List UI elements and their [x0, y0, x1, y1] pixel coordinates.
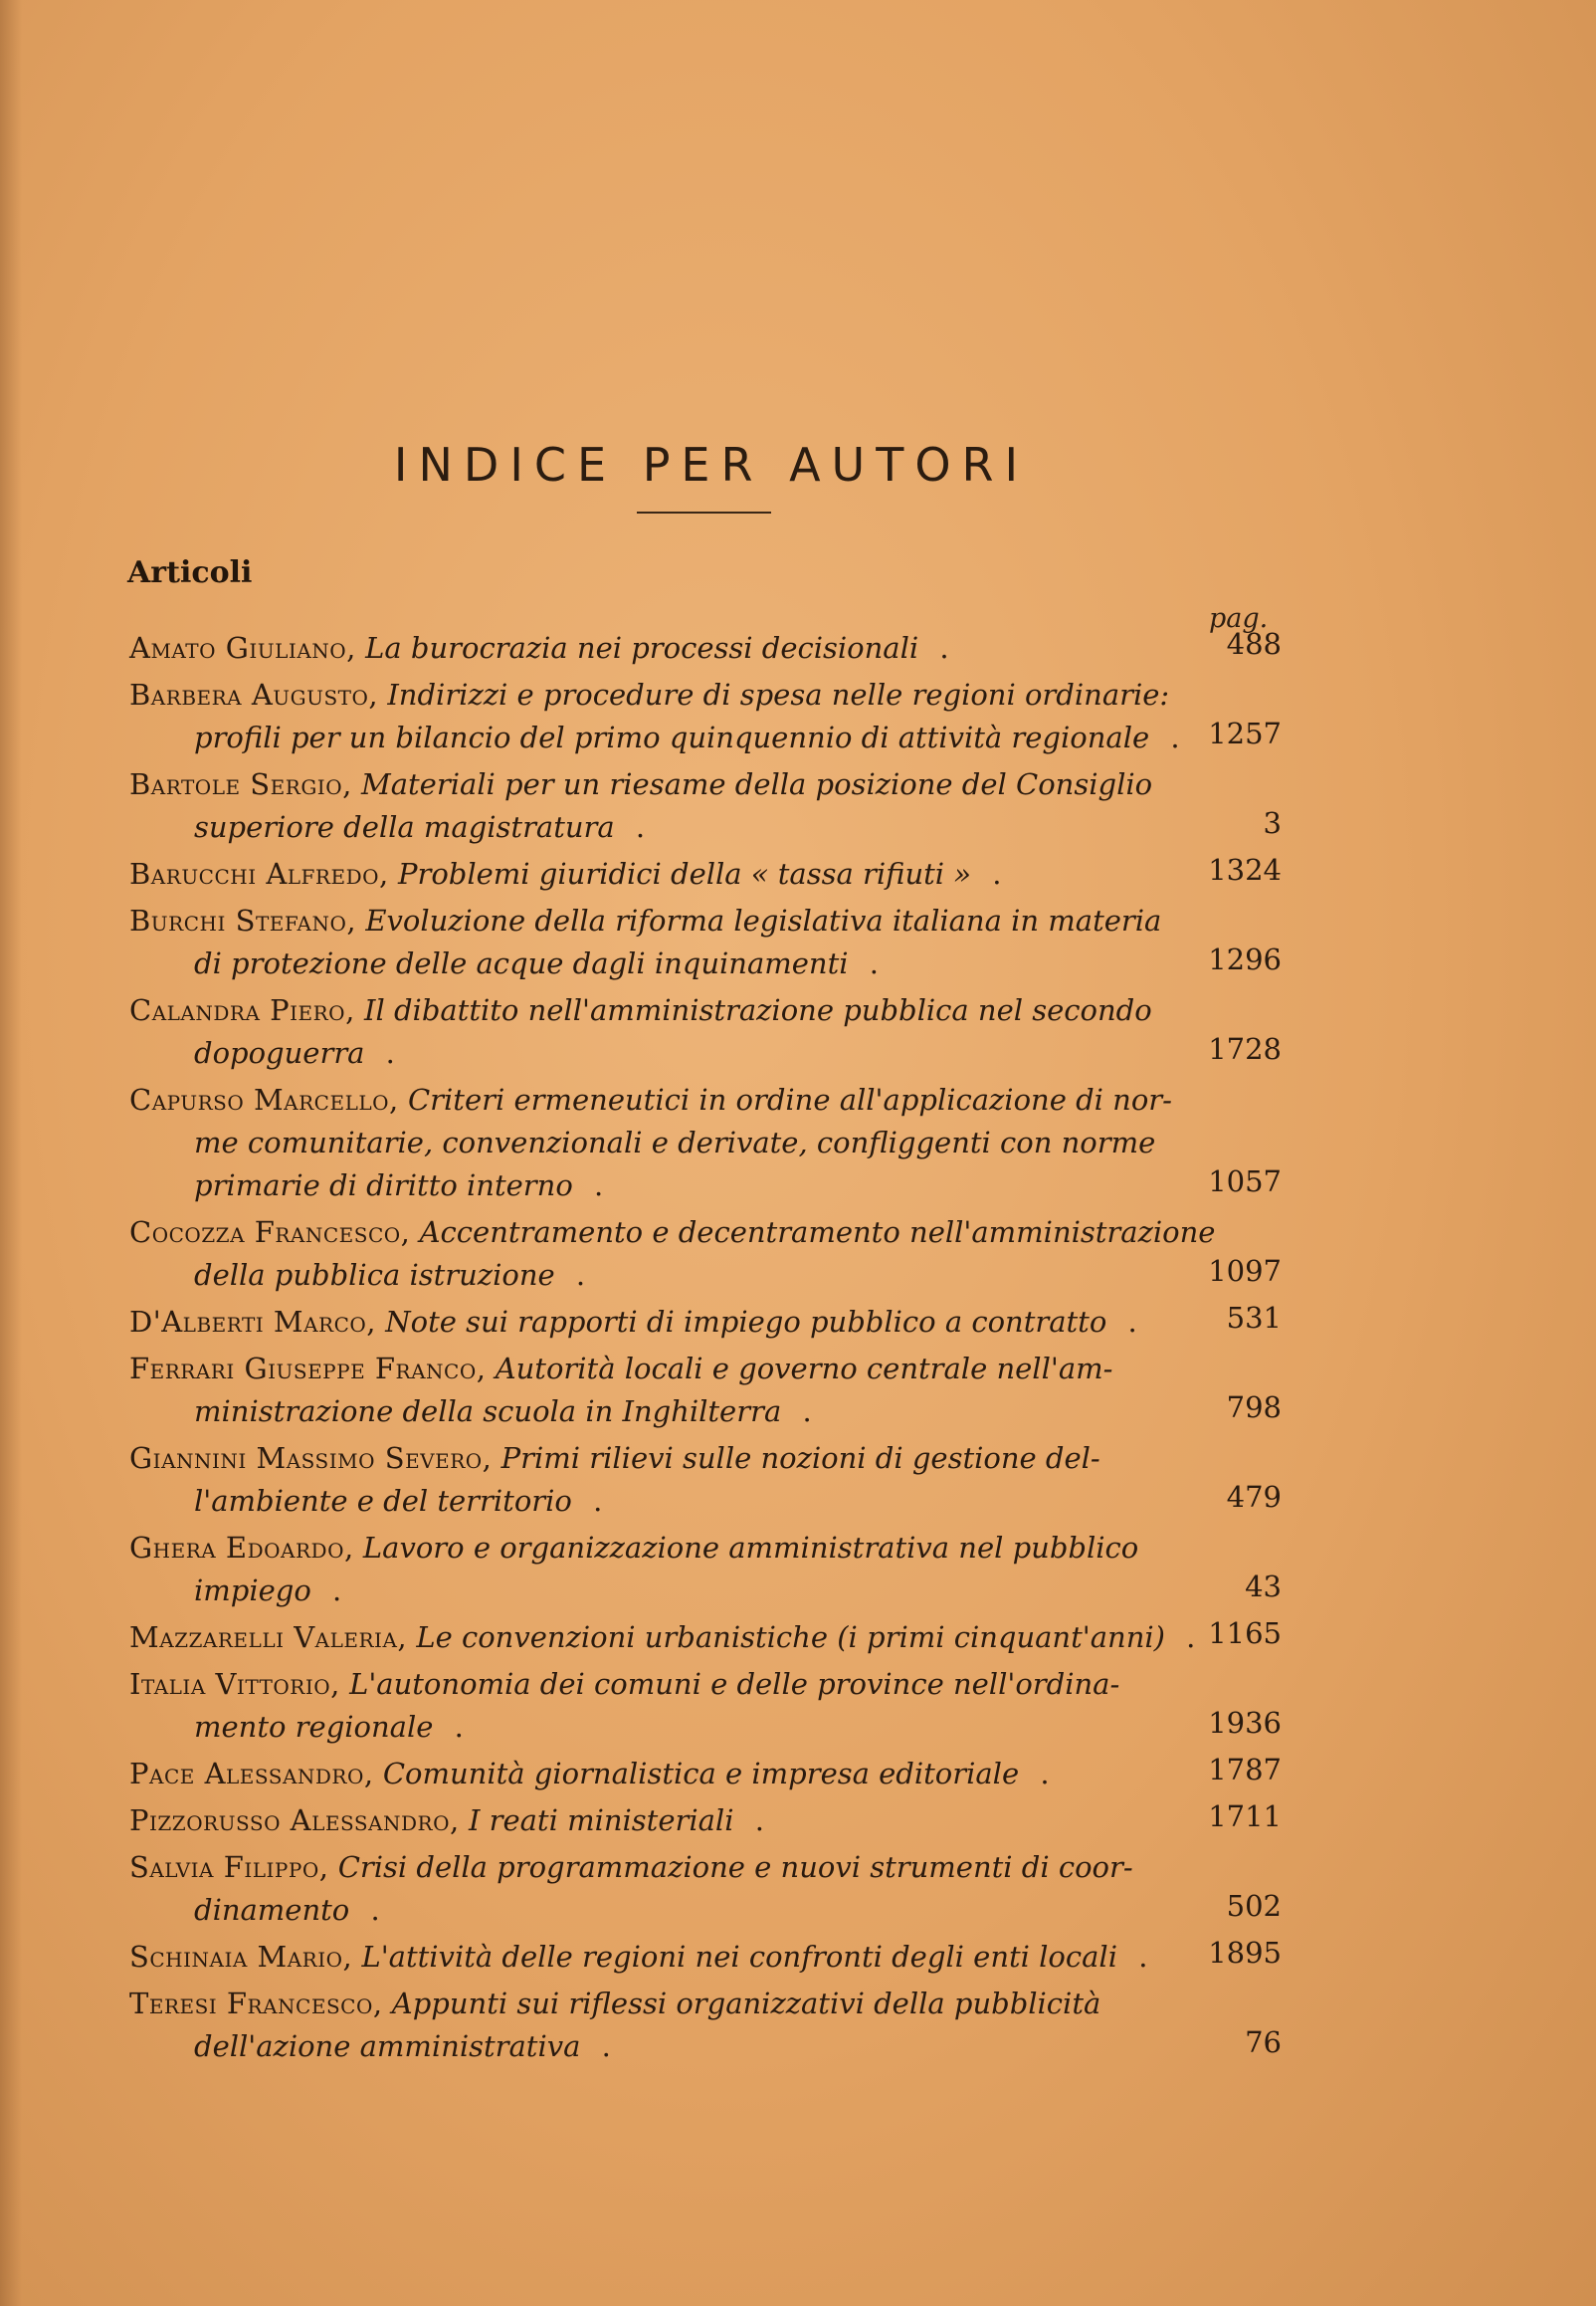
entry-line — [129, 1164, 1294, 1207]
entry-line — [129, 1663, 1294, 1706]
entry-author: Mazzarelli Valeria, — [129, 1620, 408, 1654]
entry-page-number: 1324 — [1208, 853, 1282, 887]
entry-page-number: 479 — [1226, 1480, 1282, 1514]
entry-title: La burocrazia nei processi decisionali — [365, 631, 919, 665]
entry-page-number: 1097 — [1208, 1254, 1282, 1288]
entry-line — [129, 2025, 1294, 2068]
index-entry — [129, 763, 1294, 849]
index-entry — [129, 1211, 1294, 1297]
index-entry — [129, 1079, 1294, 1207]
entry-page-number: 1787 — [1208, 1753, 1282, 1786]
index-entry — [129, 1799, 1294, 1842]
entry-line — [129, 1390, 1294, 1433]
entry-line — [129, 1122, 1294, 1164]
entry-title: Comunità giornalistica e impresa editoriale — [382, 1757, 1020, 1790]
entry-line — [129, 853, 1294, 896]
entry-title: della pubblica istruzione — [194, 1258, 555, 1292]
entry-line — [129, 763, 1294, 806]
entry-title: Primi rilievi sulle nozioni di gestione del- — [500, 1441, 1100, 1475]
entry-author: Burchi Stefano, — [129, 904, 357, 938]
leader-dots: . — [848, 946, 891, 980]
entry-page-number: 3 — [1263, 806, 1282, 840]
title-underline — [637, 512, 771, 514]
entry-title: ministrazione della scuola in Inghilterra — [194, 1394, 782, 1428]
index-entry — [129, 1527, 1294, 1612]
index-entry — [129, 1846, 1294, 1932]
entry-title: l'ambiente e del territorio — [194, 1484, 572, 1518]
entry-title: Autorità locali e governo centrale nell'am- — [495, 1352, 1113, 1385]
entry-title: Materiali per un riesame della posizione del Consiglio — [361, 767, 1153, 801]
entry-line — [129, 806, 1294, 849]
entry-line — [129, 1616, 1294, 1659]
entry-line — [129, 943, 1294, 985]
entry-title: L'autonomia dei comuni e delle province nell'ordina- — [349, 1667, 1120, 1701]
entry-author: Cocozza Francesco, — [129, 1215, 411, 1249]
entry-page-number: 1257 — [1208, 717, 1282, 750]
entry-page-number: 1936 — [1208, 1706, 1282, 1740]
leader-dots: . — [1019, 1757, 1062, 1790]
entry-line — [129, 900, 1294, 943]
entry-line — [129, 1032, 1294, 1075]
entry-author: Barucchi Alfredo, — [129, 857, 389, 891]
entry-author: Teresi Francesco, — [129, 1987, 383, 2020]
entry-page-number: 488 — [1226, 627, 1282, 661]
entry-page-number: 1895 — [1208, 1936, 1282, 1970]
entry-author: Pace Alessandro, — [129, 1757, 374, 1790]
entry-title: di protezione delle acque dagli inquinamenti — [194, 946, 849, 980]
author-index-list — [129, 627, 1294, 2072]
section-heading: Articoli — [127, 555, 253, 590]
entry-line — [129, 1846, 1294, 1889]
entry-page-number: 502 — [1226, 1889, 1282, 1923]
entry-title: dopoguerra — [194, 1036, 365, 1070]
leader-dots: . — [572, 1168, 616, 1202]
entry-line — [129, 1527, 1294, 1570]
entry-author: Capurso Marcello, — [129, 1083, 399, 1117]
entry-author: Ghera Edoardo, — [129, 1531, 354, 1565]
entry-author: Italia Vittorio, — [129, 1667, 340, 1701]
entry-author: Schinaia Mario, — [129, 1940, 353, 1974]
entry-line — [129, 1348, 1294, 1390]
entry-line — [129, 1983, 1294, 2025]
entry-title: Appunti sui riflessi organizzativi della pubblicità — [391, 1987, 1101, 2020]
leader-dots: . — [364, 1036, 407, 1070]
entry-author: Bartole Sergio, — [129, 767, 352, 801]
leader-dots: . — [571, 1484, 615, 1518]
entry-title: L'attività delle regioni nei confronti degli enti locali — [361, 1940, 1117, 1974]
leader-dots: . — [433, 1710, 476, 1744]
index-entry — [129, 1437, 1294, 1523]
index-entry — [129, 1348, 1294, 1433]
leader-dots: . — [614, 810, 658, 844]
entry-title: Il dibattito nell'amministrazione pubblica nel secondo — [364, 993, 1152, 1027]
leader-dots: . — [310, 1573, 354, 1607]
leader-dots: . — [781, 1394, 824, 1428]
entry-line — [129, 1706, 1294, 1749]
entry-page-number: 43 — [1245, 1570, 1282, 1603]
entry-title: Le convenzioni urbanistiche (i primi cinquant'anni) — [416, 1620, 1165, 1654]
entry-page-number: 531 — [1226, 1301, 1282, 1335]
entry-title: superiore della magistratura — [194, 810, 615, 844]
entry-title: me comunitarie, convenzionali e derivate, confliggenti con norme — [194, 1126, 1156, 1159]
entry-title: dell'azione amministrativa — [194, 2029, 581, 2063]
entry-title: Evoluzione della riforma legislativa italiana in materia — [365, 904, 1162, 938]
entry-line — [129, 1437, 1294, 1480]
entry-title: Indirizzi e procedure di spesa nelle regioni ordinarie: — [387, 678, 1170, 712]
entry-page-number: 1296 — [1208, 943, 1282, 976]
leader-dots: . — [349, 1893, 392, 1927]
entry-line — [129, 1211, 1294, 1254]
leader-dots: . — [1164, 1620, 1208, 1654]
leader-dots: . — [580, 2029, 623, 2063]
entry-page-number: 1057 — [1208, 1164, 1282, 1198]
entry-author: Barbera Augusto, — [129, 678, 379, 712]
entry-page-number: 1165 — [1208, 1616, 1282, 1650]
entry-page-number: 1711 — [1208, 1799, 1282, 1833]
leader-dots: . — [918, 631, 961, 665]
index-entry — [129, 1983, 1294, 2068]
entry-line — [129, 1079, 1294, 1122]
leader-dots: . — [1116, 1940, 1160, 1974]
entry-author: Ferrari Giuseppe Franco, — [129, 1352, 487, 1385]
leader-dots: . — [1106, 1305, 1149, 1339]
index-entry — [129, 1753, 1294, 1795]
entry-author: Amato Giuliano, — [129, 631, 356, 665]
entry-title: mento regionale — [194, 1710, 434, 1744]
leader-dots: . — [971, 857, 1014, 891]
entry-line — [129, 989, 1294, 1032]
entry-line — [129, 1254, 1294, 1297]
entry-line — [129, 1936, 1294, 1979]
entry-author: Calandra Piero, — [129, 993, 355, 1027]
entry-title: Criteri ermeneutici in ordine all'applicazione di nor- — [407, 1083, 1172, 1117]
page-gutter-shadow — [0, 0, 22, 2306]
entry-title: I reati ministeriali — [468, 1803, 734, 1837]
entry-line — [129, 627, 1294, 670]
page-title: INDICE PER AUTORI — [393, 438, 1030, 492]
entry-title: Note sui rapporti di impiego pubblico a contratto — [385, 1305, 1107, 1339]
entry-page-number: 798 — [1226, 1390, 1282, 1424]
entry-line — [129, 674, 1294, 717]
index-entry — [129, 674, 1294, 759]
entry-title: Problemi giuridici della « tassa rifiuti » — [397, 857, 972, 891]
entry-author: D'Alberti Marco, — [129, 1305, 377, 1339]
entry-line — [129, 1753, 1294, 1795]
entry-line — [129, 717, 1294, 759]
entry-line — [129, 1480, 1294, 1523]
entry-line — [129, 1570, 1294, 1612]
entry-line — [129, 1301, 1294, 1344]
entry-line — [129, 1799, 1294, 1842]
entry-page-number: 76 — [1245, 2025, 1282, 2059]
index-entry — [129, 1936, 1294, 1979]
entry-title: Lavoro e organizzazione amministrativa nel pubblico — [362, 1531, 1139, 1565]
entry-line — [129, 1889, 1294, 1932]
entry-title: impiego — [194, 1573, 311, 1607]
index-entry — [129, 853, 1294, 896]
entry-title: Accentramento e decentramento nell'amministrazione — [419, 1215, 1216, 1249]
index-entry — [129, 900, 1294, 985]
leader-dots: . — [554, 1258, 598, 1292]
entry-title: Crisi della programmazione e nuovi strumenti di coor- — [337, 1850, 1133, 1884]
index-entry — [129, 1301, 1294, 1344]
entry-author: Salvia Filippo, — [129, 1850, 329, 1884]
leader-dots: . — [733, 1803, 776, 1837]
entry-author: Giannini Massimo Severo, — [129, 1441, 493, 1475]
page-column-label: pag. — [1209, 603, 1269, 634]
entry-author: Pizzorusso Alessandro, — [129, 1803, 460, 1837]
entry-title: primarie di diritto interno — [194, 1168, 573, 1202]
index-entry — [129, 989, 1294, 1075]
leader-dots: . — [1149, 721, 1192, 754]
entry-title: dinamento — [194, 1893, 350, 1927]
entry-page-number: 1728 — [1208, 1032, 1282, 1066]
index-entry — [129, 1616, 1294, 1659]
index-entry — [129, 1663, 1294, 1749]
index-entry — [129, 627, 1294, 670]
entry-title: profili per un bilancio del primo quinquennio di attività regionale — [194, 721, 1150, 754]
